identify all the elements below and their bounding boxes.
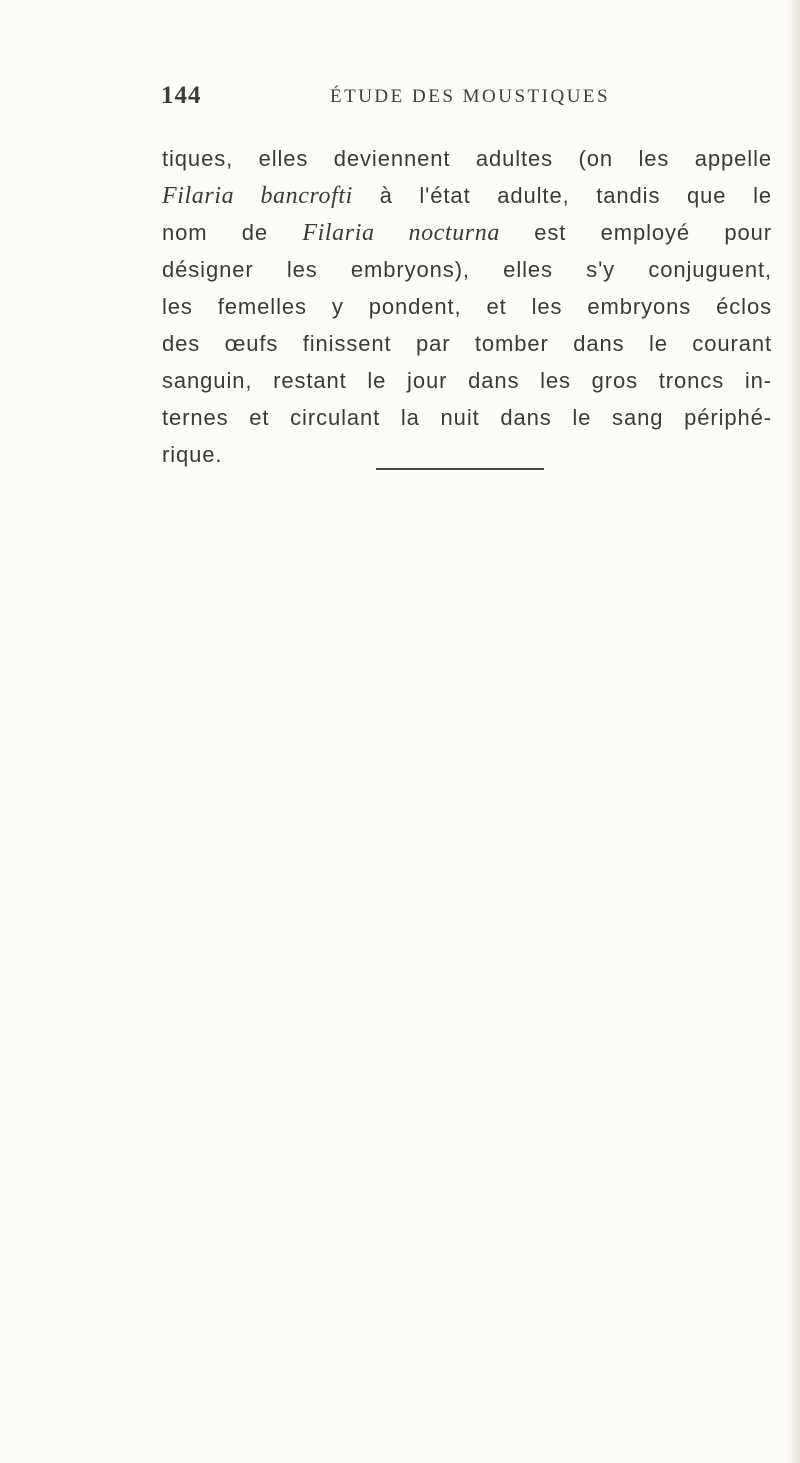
text-line-6: des œufs finissent par tomber dans le courant <box>162 331 772 356</box>
text-line-5: les femelles y pondent, et les embryons éclos <box>162 294 772 319</box>
text-line-3 <box>162 214 772 251</box>
text-line-1: tiques, elles deviennent adultes (on les appelle <box>162 146 772 171</box>
text-line-3-pre: nom de <box>162 220 303 245</box>
page-edge-shadow <box>786 0 800 1463</box>
page-header <box>0 82 800 122</box>
end-rule-divider <box>376 468 544 470</box>
running-head: ÉTUDE DES MOUSTIQUES <box>330 86 611 107</box>
text-line-2-rest: à l'état adulte, tandis que le <box>352 183 772 208</box>
text-line-8: ternes et circulant la nuit dans le sang périphé- <box>162 405 772 430</box>
text-line-7: sanguin, restant le jour dans les gros troncs in- <box>162 368 772 393</box>
text-line-2 <box>162 177 772 214</box>
text-line-9: rique. <box>162 442 223 467</box>
page-number: 144 <box>161 82 202 109</box>
species-name-bancrofti: Filaria bancrofti <box>162 183 353 209</box>
text-line-4: désigner les embryons), elles s'y conjuguent, <box>162 257 772 282</box>
species-name-nocturna: Filaria nocturna <box>302 220 500 246</box>
text-line-3-rest: est employé pour <box>499 220 773 245</box>
body-paragraph <box>162 140 772 473</box>
